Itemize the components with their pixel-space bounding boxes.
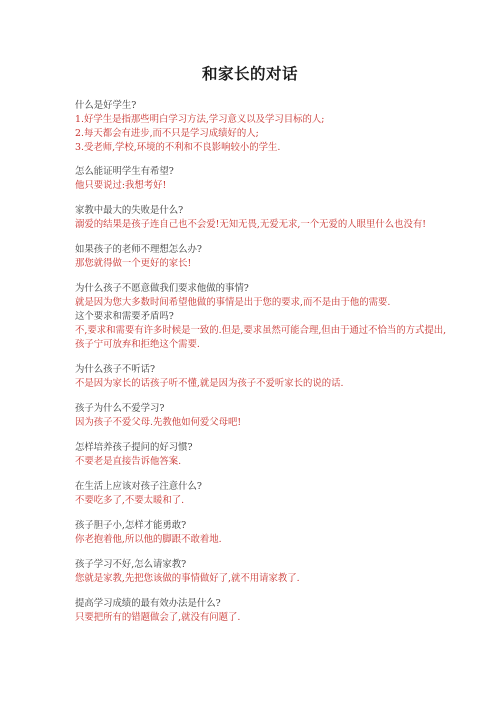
- answer-text: 2.每天都会有进步,而不只是学习成绩好的人;: [75, 128, 259, 139]
- answer-text: 您就是家教,先把您该做的事情做好了,就不用请家教了.: [75, 573, 300, 584]
- question-text: 提高学习成绩的最有效办法是什么?: [75, 598, 221, 609]
- question-text: 孩子为什么不爱学习?: [75, 403, 165, 414]
- answer-text: 不是因为家长的话孩子听不懂,就是因为孩子不爱听家长的说的话.: [75, 378, 344, 389]
- question-text: 在生活上应该对孩子注意什么?: [75, 481, 202, 492]
- question-text: 怎么能证明学生有希望?: [75, 166, 174, 177]
- question-text: 为什么孩子不愿意做我们要求他做的事情?: [75, 283, 249, 294]
- question-text: 家教中最大的失败是什么?: [75, 205, 184, 216]
- answer-text: 不,要求和需要有许多时候是一致的.但是,要求虽然可能合理,但由于通过不恰当的方式提出,: [75, 325, 447, 336]
- question-text: 什么是好学生?: [75, 100, 137, 111]
- answer-text: 那您就得做一个更好的家长!: [75, 258, 192, 269]
- answer-text: 只要把所有的错题做会了,就没有问题了.: [75, 612, 241, 623]
- answer-text: 他只要说过:我想考好!: [75, 180, 167, 191]
- answer-text: 你老抱着他,所以他的脚跟不敢着地.: [75, 534, 222, 545]
- answer-text: 不要吃多了,不要太暖和了.: [75, 495, 185, 506]
- answer-text: 孩子宁可放弃和拒绝这个需要.: [75, 339, 200, 350]
- answer-text: 因为孩子不爱父母.先教他如何爱父母吧!: [75, 417, 242, 428]
- answer-text: 3.受老师,学校,环境的不利和不良影响较小的学生.: [75, 142, 281, 153]
- question-text: 为什么孩子不听话?: [75, 364, 156, 375]
- answer-text: 1.好学生是指那些明白学习方法,学习意义以及学习目标的人;: [75, 114, 325, 125]
- question-text: 这个要求和需要矛盾吗?: [75, 311, 174, 322]
- question-text: 孩子学习不好,怎么请家教?: [75, 559, 187, 570]
- answer-text: 溺爱的结果是孩子连自己也不会爱!无知无畏,无爱无求,一个无爱的人眼里什么也没有!: [75, 219, 426, 230]
- answer-text: 就是因为您大多数时间希望他做的事情是出于您的要求,而不是由于他的需要.: [75, 297, 391, 308]
- document-title: 和家长的对话: [201, 64, 298, 83]
- answer-text: 不要老是直接告诉他答案.: [75, 456, 182, 467]
- question-text: 怎样培养孩子提问的好习惯?: [75, 442, 193, 453]
- question-text: 如果孩子的老师不理想怎么办?: [75, 244, 202, 255]
- question-text: 孩子胆子小,怎样才能勇敢?: [75, 520, 187, 531]
